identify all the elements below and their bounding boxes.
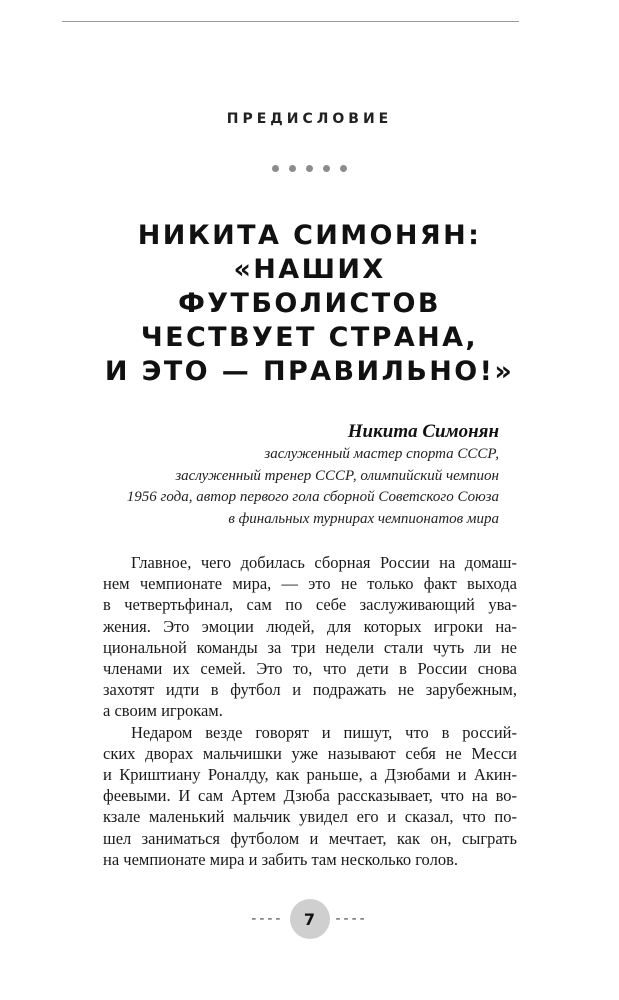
author-description	[127, 444, 499, 530]
chapter-title	[30, 219, 589, 389]
paragraph-1	[103, 552, 517, 722]
ornament-dot	[340, 165, 347, 172]
page-footer	[0, 898, 619, 940]
text-line: членами их семей. Это то, что дети в России снова	[103, 659, 517, 679]
text-line: на чемпионате мира и забить там несколько голов.	[103, 849, 458, 869]
text-line: циональной команды за три недели стали чуть ли не	[103, 637, 517, 657]
author-name: Никита Симонян	[347, 421, 499, 442]
text-line: захотят идти в футбол и подражать не зарубежным,	[103, 680, 517, 700]
footer-dashes-right: ----	[335, 911, 368, 927]
ornament-dot	[272, 165, 279, 172]
author-description-line: заслуженный мастер спорта СССР,	[264, 446, 499, 462]
author-description-line: заслуженный тренер СССР, олимпийский чемпион	[175, 467, 499, 484]
ornament-dot	[323, 165, 330, 172]
top-rule	[62, 21, 519, 22]
text-line: кзале маленький мальчик увидел его и сказал, что по-	[103, 807, 517, 827]
ornament-dot	[306, 165, 313, 172]
text-line: Главное, чего добилась сборная России на домаш-	[131, 553, 517, 572]
ornament-dots	[0, 165, 619, 172]
title-line: И ЭТО — ПРАВИЛЬНО!»	[104, 356, 515, 387]
text-line: нем чемпионате мира, — это не только факт выхода	[103, 574, 517, 594]
text-line: феевыми. И сам Артем Дзюба рассказывает, что на во-	[103, 786, 517, 806]
title-line: «НАШИХ	[233, 254, 386, 285]
author-description-line: в финальных турнирах чемпионатов мира	[228, 510, 499, 527]
text-line: в четвертьфинал, сам по себе заслуживающий ува-	[103, 595, 517, 615]
paragraph-2	[103, 722, 517, 870]
footer-dashes-left: ----	[251, 911, 284, 927]
page-number: 7	[290, 899, 330, 939]
text-line: и Криштиану Роналду, как раньше, а Дзюбами и Акин-	[103, 765, 517, 785]
text-line: жения. Это эмоции людей, для которых игроки на-	[103, 616, 517, 636]
title-line: ФУТБОЛИСТОВ	[178, 288, 441, 319]
author-description-line: 1956 года, автор первого гола сборной Советского Союза	[126, 489, 499, 505]
text-line: а своим игрокам.	[103, 701, 223, 721]
ornament-dot	[289, 165, 296, 172]
body-text	[103, 552, 517, 870]
title-line: ЧЕСТВУЕТ СТРАНА,	[140, 322, 479, 353]
author-block	[127, 420, 499, 530]
text-line: шел заниматься футболом и мечтает, как он, сыграть	[103, 828, 517, 848]
text-line: Недаром везде говорят и пишут, что в россий-	[131, 722, 517, 742]
section-label: ПРЕДИСЛОВИЕ	[226, 111, 393, 127]
title-line: НИКИТА СИМОНЯН:	[137, 220, 482, 251]
text-line: ских дворах мальчишки уже называют себя не Месси	[103, 743, 517, 763]
